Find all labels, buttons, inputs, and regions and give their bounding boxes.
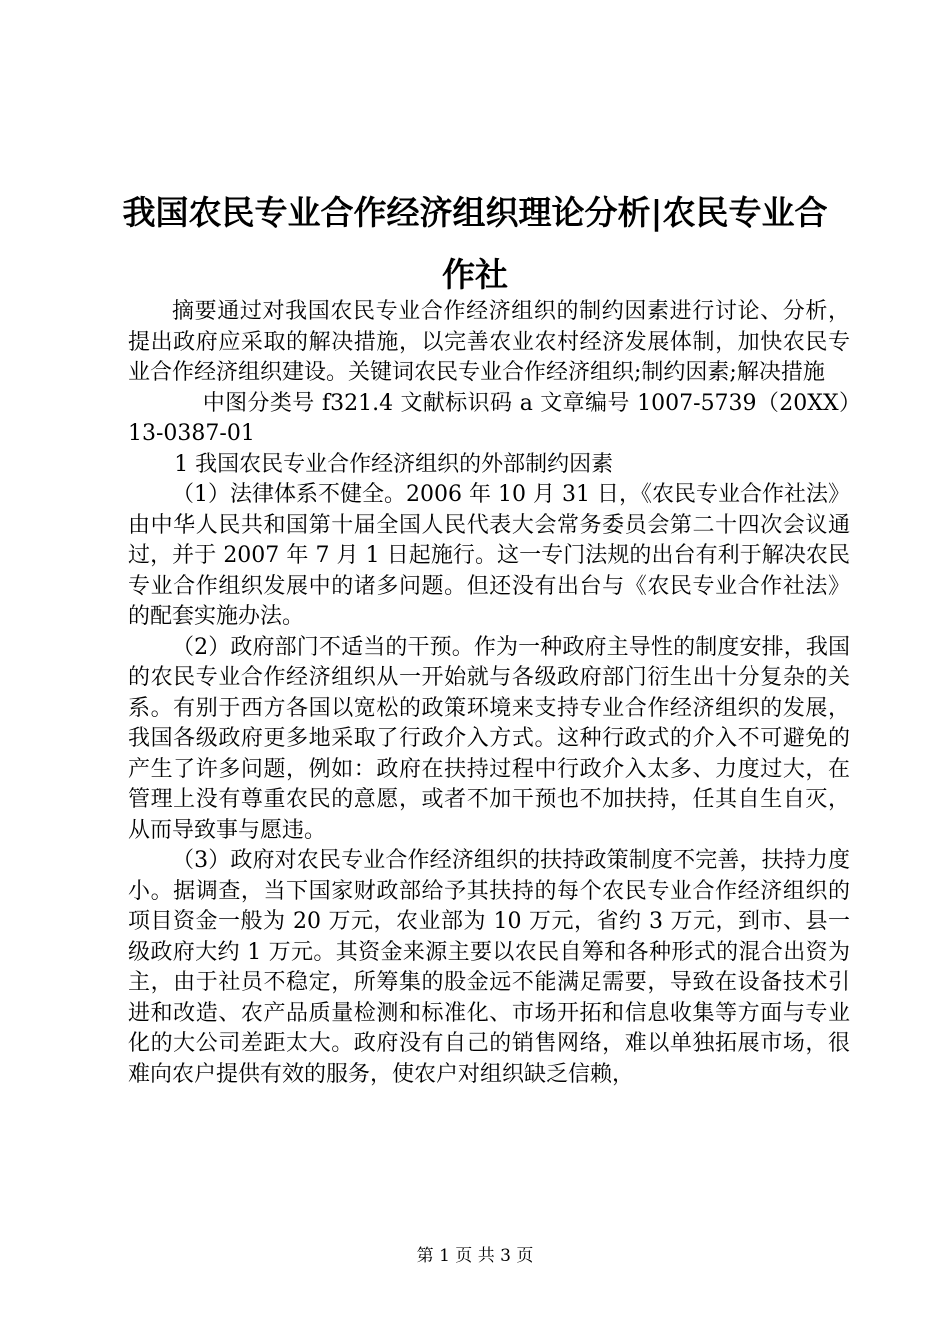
classification-line: 中图分类号 f321.4 文献标识码 a 文章编号 1007-5739（20XX）13-0387-01	[128, 390, 850, 446]
paragraph-item-2: （2）政府部门不适当的干预。作为一种政府主导性的制度安排，我国的农民专业合作经济组织从一开始就与各级政府部门衍生出十分复杂的关系。有别于西方各国以宽松的政策环境来支持专业合作经济组织的发展，我国各级政府更多地采取了行政介入方式。这种行政式的介入不可避免的产生了许多问题，例如：政府在扶持过程中行政介入太多、力度过大，在管理上没有尊重农民的意愿，或者不加干预也不加扶持，任其自生自灭，从而导致事与愿违。	[128, 634, 850, 843]
paragraph-item-1: （1）法律体系不健全。2006 年 10 月 31 日，《农民专业合作社法》由中华人民共和国第十届全国人民代表大会常务委员会第二十四次会议通过，并于 2007 年 7 月 1 日起施行。这一专门法规的出台有利于解决农民专业合作组织发展中的诸多问题。但还没有出台与《农民专业合作社法》的配套实施办法。	[128, 482, 850, 629]
document-title: 我国农民专业合作经济组织理论分析|农民专业合作社	[122, 193, 828, 294]
document-body	[128, 297, 850, 1090]
paragraph-item-3: （3）政府对农民专业合作经济组织的扶持政策制度不完善，扶持力度小。据调查，当下国家财政部给予其扶持的每个农民专业合作经济组织的项目资金一般为 20 万元，农业部为 10 万元，省约 3 万元，到市、县一级政府大约 1 万元。其资金来源主要以农民自筹和各种形式的混合出资为主，由于社员不稳定，所筹集的股金远不能满足需要，导致在设备技术引进和改造、农产品质量检测和标准化、市场开拓和信息收集等方面与专业化的大公司差距太大。政府没有自己的销售网络，难以单独拓展市场，很难向农户提供有效的服务，使农户对组织缺乏信赖，	[128, 848, 850, 1087]
abstract-paragraph: 摘要通过对我国农民专业合作经济组织的制约因素进行讨论、分析，提出政府应采取的解决措施，以完善农业农村经济发展体制，加快农民专业合作经济组织建设。关键词农民专业合作经济组织;制约因素;解决措施	[128, 299, 850, 385]
section-heading: 1 我国农民专业合作经济组织的外部制约因素	[174, 451, 614, 477]
page-footer: 第 1 页 共 3 页	[416, 1246, 534, 1266]
